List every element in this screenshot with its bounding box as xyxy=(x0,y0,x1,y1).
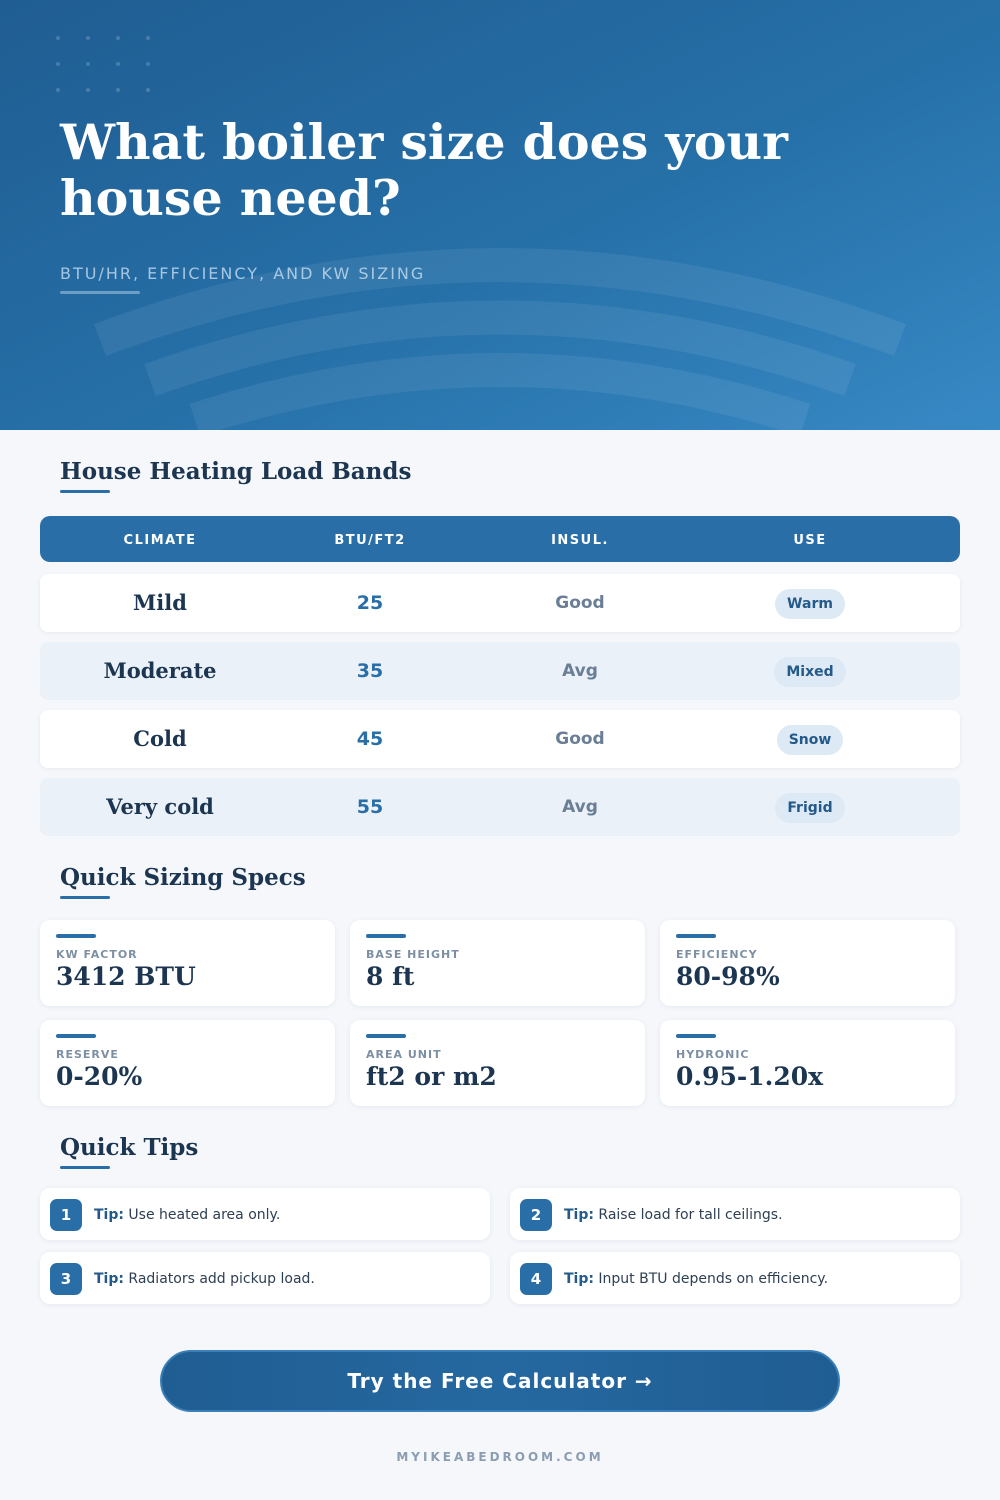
load-bands-table-header xyxy=(40,516,960,562)
card-accent-bar xyxy=(366,1034,406,1038)
hero-banner xyxy=(0,0,1000,430)
use-cell xyxy=(730,710,890,768)
spec-value: 3412 BTU xyxy=(56,962,196,991)
tip-number-badge: 1 xyxy=(50,1199,82,1231)
card-accent-bar xyxy=(676,934,716,938)
climate-cell: Very cold xyxy=(106,794,214,819)
tip-prefix: Tip: xyxy=(94,1207,124,1223)
tip-card xyxy=(510,1188,960,1240)
tip-card xyxy=(40,1252,490,1304)
spec-card-hydronic xyxy=(660,1020,955,1106)
spec-card-efficiency xyxy=(660,920,955,1006)
spec-card-area-unit xyxy=(350,1020,645,1106)
load-bands-heading-underline xyxy=(60,490,110,493)
tip-text xyxy=(94,1252,315,1304)
specs-heading-underline xyxy=(60,896,110,899)
tip-number-badge: 2 xyxy=(520,1199,552,1231)
specs-heading: Quick Sizing Specs xyxy=(60,864,306,891)
table-row xyxy=(40,574,960,632)
use-badge: Snow xyxy=(777,725,844,755)
table-row xyxy=(40,778,960,836)
tip-card xyxy=(510,1252,960,1304)
spec-label: HYDRONIC xyxy=(676,1048,750,1061)
spec-label: RESERVE xyxy=(56,1048,119,1061)
spec-value: 80-98% xyxy=(676,962,780,991)
tips-heading: Quick Tips xyxy=(60,1134,199,1161)
card-accent-bar xyxy=(56,1034,96,1038)
use-cell xyxy=(730,642,890,700)
spec-value: 8 ft xyxy=(366,962,415,991)
climate-cell: Moderate xyxy=(103,658,217,683)
column-header-use: USE xyxy=(793,533,827,548)
spec-label: BASE HEIGHT xyxy=(366,948,460,961)
card-accent-bar xyxy=(676,1034,716,1038)
tip-text xyxy=(564,1252,828,1304)
insulation-cell: Avg xyxy=(562,797,598,817)
use-badge: Frigid xyxy=(775,793,844,823)
page-title: What boiler size does your house need? xyxy=(60,113,788,227)
load-bands-heading: House Heating Load Bands xyxy=(60,458,412,485)
page-subtitle: BTU/HR, EFFICIENCY, AND KW SIZING xyxy=(60,264,426,283)
card-accent-bar xyxy=(56,934,96,938)
use-badge: Warm xyxy=(775,589,845,619)
spec-card-base-height xyxy=(350,920,645,1006)
use-cell xyxy=(730,778,890,836)
subtitle-underline xyxy=(60,291,140,294)
spec-label: EFFICIENCY xyxy=(676,948,758,961)
insulation-cell: Good xyxy=(555,729,605,749)
tip-body: Raise load for tall ceilings. xyxy=(598,1207,783,1223)
insulation-cell: Good xyxy=(555,593,605,613)
insulation-cell: Avg xyxy=(562,661,598,681)
try-calculator-button[interactable]: Try the Free Calculator → xyxy=(160,1350,840,1412)
tip-number-badge: 3 xyxy=(50,1263,82,1295)
table-row xyxy=(40,710,960,768)
column-header-climate: CLIMATE xyxy=(123,533,197,548)
tip-number-badge: 4 xyxy=(520,1263,552,1295)
tip-prefix: Tip: xyxy=(564,1207,594,1223)
spec-card-kw-factor xyxy=(40,920,335,1006)
table-row xyxy=(40,642,960,700)
btu-cell: 25 xyxy=(356,592,384,614)
tip-body: Input BTU depends on efficiency. xyxy=(598,1271,829,1287)
spec-card-reserve xyxy=(40,1020,335,1106)
spec-label: KW FACTOR xyxy=(56,948,138,961)
climate-cell: Mild xyxy=(133,590,187,615)
use-cell xyxy=(730,574,890,632)
btu-cell: 35 xyxy=(356,660,384,682)
use-badge: Mixed xyxy=(774,657,845,687)
site-footer: MYIKEABEDROOM.COM xyxy=(396,1450,604,1464)
tip-body: Use heated area only. xyxy=(128,1207,281,1223)
spec-value: ft2 or m2 xyxy=(366,1062,497,1091)
tip-prefix: Tip: xyxy=(94,1271,124,1287)
tip-card xyxy=(40,1188,490,1240)
tip-text xyxy=(564,1188,783,1240)
btu-cell: 55 xyxy=(356,796,384,818)
spec-value: 0-20% xyxy=(56,1062,143,1091)
spec-value: 0.95-1.20x xyxy=(676,1062,824,1091)
tip-prefix: Tip: xyxy=(564,1271,594,1287)
spec-label: AREA UNIT xyxy=(366,1048,442,1061)
column-header-insulation: INSUL. xyxy=(551,533,609,548)
card-accent-bar xyxy=(366,934,406,938)
column-header-btu: BTU/FT2 xyxy=(334,533,406,548)
climate-cell: Cold xyxy=(133,726,187,751)
tip-text xyxy=(94,1188,280,1240)
tip-body: Radiators add pickup load. xyxy=(128,1271,315,1287)
btu-cell: 45 xyxy=(356,728,384,750)
tips-heading-underline xyxy=(60,1166,110,1169)
